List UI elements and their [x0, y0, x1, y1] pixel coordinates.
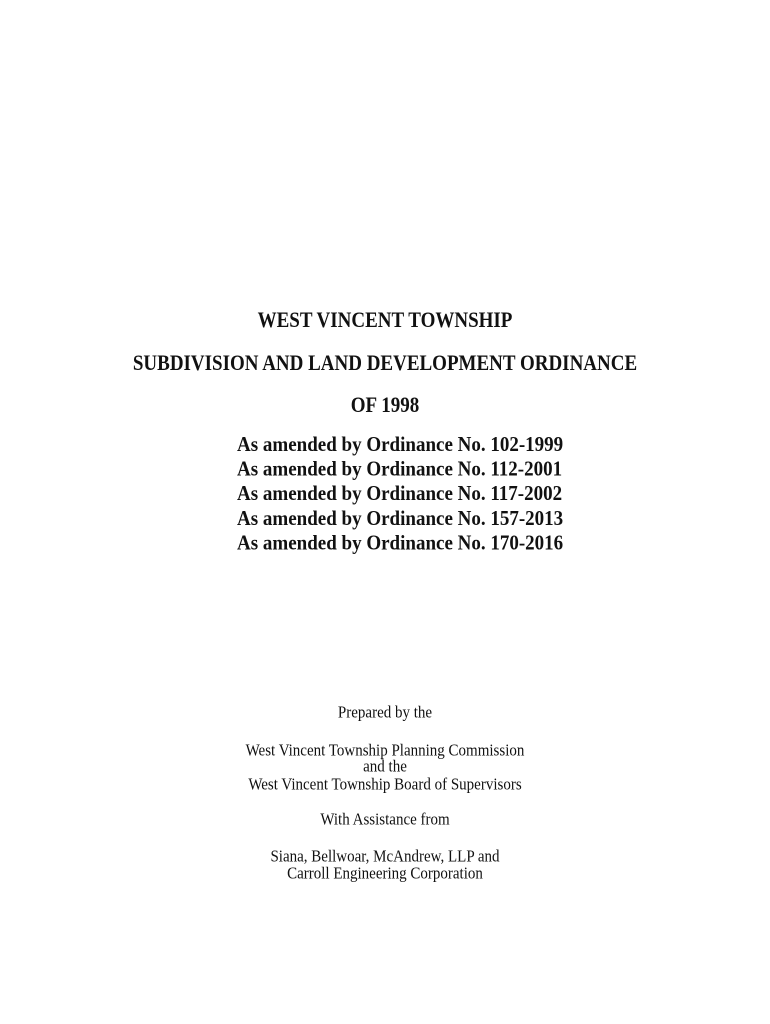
prepared-by-label: Prepared by the: [337, 704, 433, 722]
amendment-item: As amended by Ordinance No. 170-2016: [237, 531, 564, 556]
board-of-supervisors: West Vincent Township Board of Supervisors: [248, 776, 522, 794]
township-title: WEST VINCENT TOWNSHIP: [257, 308, 513, 333]
planning-commission: West Vincent Township Planning Commission: [245, 742, 525, 760]
amendment-item: As amended by Ordinance No. 157-2013: [237, 506, 564, 531]
ordinance-year: OF 1998: [350, 393, 420, 418]
ordinance-title: SUBDIVISION AND LAND DEVELOPMENT ORDINANCE: [132, 351, 638, 376]
and-the-label: and the: [363, 758, 407, 776]
assistance-label: With Assistance from: [320, 811, 450, 829]
law-firm: Siana, Bellwoar, McAndrew, LLP and: [270, 848, 500, 866]
engineering-firm: Carroll Engineering Corporation: [287, 865, 483, 883]
amendment-item: As amended by Ordinance No. 102-1999: [237, 433, 564, 457]
amendment-item: As amended by Ordinance No. 112-2001: [237, 457, 563, 482]
amendment-list: [237, 433, 563, 556]
amendment-item: As amended by Ordinance No. 117-2002: [237, 482, 563, 506]
